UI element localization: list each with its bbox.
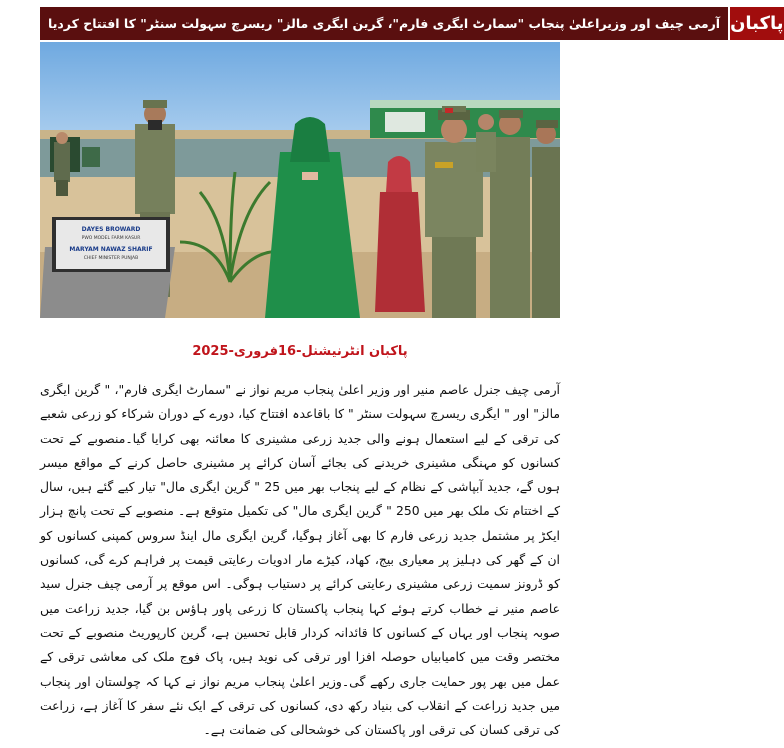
plaque-role: CHIEF MINISTER PUNJAB <box>83 256 139 261</box>
inauguration-plaque <box>40 217 175 318</box>
plaque-title: DAYES BROWARD <box>81 226 141 233</box>
article-paragraph: آرمی چیف جنرل عاصم منیر اور وزیر اعلیٰ پنجاب مریم نواز نے "سمارٹ ایگری فارم"، " گرین ایگری مالز" اور " ایگری ریسرچ سہولت سنٹر " کا باقاعدہ افتتاح کیا، دورے کے دوران شرکاء کو زرعی شعبے کی ترقی کے لیے استعمال ہونے والی جدید زرعی مشینری کا معائنہ بھی کرایا گیا۔منصوبے کے تحت کسانوں کو مہنگی مشینری خریدنے کی بجائے آسان کرائے پر مشینری حاصل کرنے کے مواقع میسر ہوں گے، جدید آبپاشی کے نظام کے لیے پنجاب بھر میں 25 " گرین ایگری مال" تیار کیے گئے ہیں، سال کے اختتام تک ملک بھر میں 250 " گرین ایگری مال" کی تکمیل متوقع ہے۔ منصوبے کے تحت پانچ ہزار ایکڑ پر مشتمل جدید زرعی فارم کا بھی آغاز ہوگیا، گرین ایگری مال اینڈ سروس کمپنی کسانوں کو ان کے گھر کی دہلیز پر معیاری بیج، کھاد، کیڑے مار ادویات رعایتی قیمت پر فراہم کرے گی، کسانوں کو ڈرونز سمیت زرعی مشینری رعایتی کرائے پر دستیاب ہوگی۔ اس موقع پر آرمی چیف جنرل سید عاصم منیر نے خطاب کرتے ہوئے کہا پنجاب پاکستان کا زرعی پاور ہاؤس بن گیا، جدید زراعت میں صوبہ پنجاب اور یہاں کے کسانوں کا قائدانہ کردار قابل تحسین ہے، گرین کارپوریٹ منصوبے کے تحت مختصر وقت میں کامیابیاں حوصلہ افزا اور ترقی کی نوید ہیں، پاک فوج ملک کی معاشی ترقی کے عمل میں بھر پور حمایت جاری رکھے گی۔وزیر اعلیٰ پنجاب مریم نواز نے کہا کہ چولستان اور پنجاب میں جدید زراعت کے انقلاب کی بنیاد رکھ دی، کسانوں کی ترقی کے ایک نئے سفر کا آغاز ہے، زراعت کی ترقی کسان کی ترقی اور پاکستان کی خوشحالی کی ضمانت ہے۔ <box>40 382 560 738</box>
plaque-line: PWO MODEL FARM KASUR <box>81 236 141 241</box>
article-body <box>40 378 560 738</box>
dateline: پاکبان انٹرنیشنل-16فروری-2025 <box>192 344 408 359</box>
brand-logo: پاکبان <box>728 7 783 40</box>
headline: آرمی چیف اور وزیراعلیٰ پنجاب "سمارٹ ایگری فارم"، گرین ایگری مالز" ریسرچ سہولت سنٹر" کا افتتاح کردیا <box>40 7 728 40</box>
article-photo <box>40 42 560 318</box>
article-header <box>40 7 784 40</box>
plaque-name: MARYAM NAWAZ SHARIF <box>69 246 153 253</box>
